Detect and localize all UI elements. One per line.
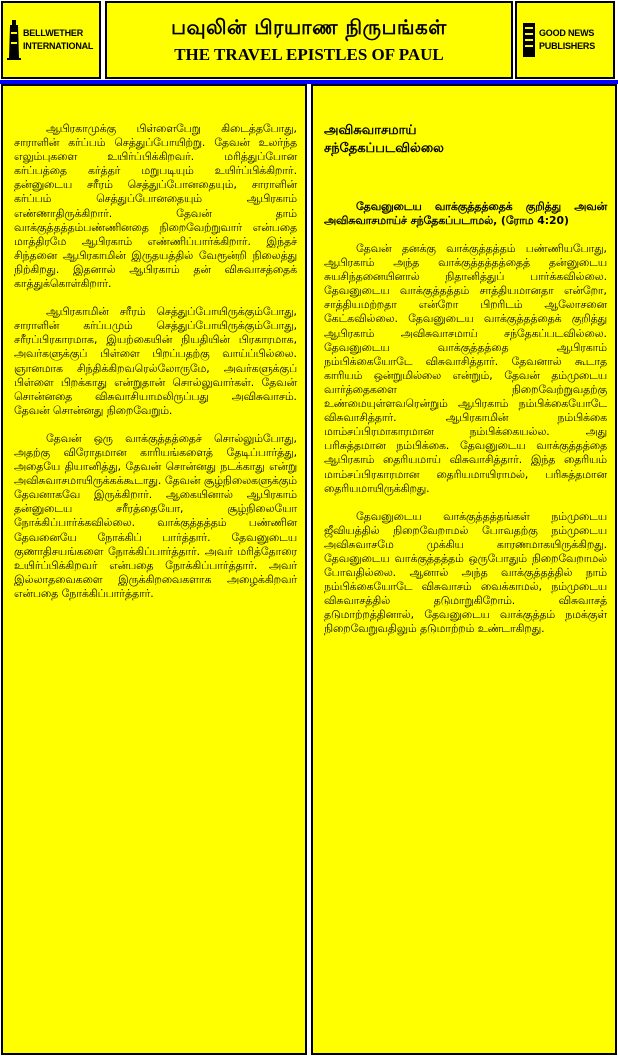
- title-tamil: பவுலின் பிரயாண நிருபங்கள்: [171, 15, 447, 39]
- left-paragraph-2: ஆபிரகாமின் சரீரம் செத்துப்போயிருக்கும்போது, சாராளின் கர்ப்பமும் செத்துப்போயிருக்கும்போது, சரீரப்பிரகாரமாக, இயற்கையின் நியதியின் பிரகாரமாக, அவர்களுக்குப் பிள்ளை பிறப்பதற்கு வாய்ப்பில்லை. ஞானமாக சிந்திக்கிறவரெல்லோருமே, அவர்களுக்குப் பிள்ளை பிறக்காது என்றுதான் சொல்லுவார்கள். தேவன் சொன்னதை விசுவாசியாமலிருப்பது அவிசுவாசம். தேவன் சொன்னது நிறைவேறும்.: [14, 305, 297, 417]
- right-column: [311, 84, 617, 1055]
- lighthouse-icon: [7, 20, 21, 60]
- title-box: [105, 1, 513, 79]
- left-paragraph-3: தேவன் ஒரு வாக்குத்தத்தைச் சொல்லும்போது, அதற்கு விரோதமான காரியங்களைத் தேடிப்பார்த்து, அதையே தியானித்து, தேவன் சொன்னது நடக்காது என்று அவிசுவாசமாயிருக்கக்கூடாது. தேவன் சூழ்நிலைகளுக்கும் தேவனாகவே இருக்கிறார். ஆகையினால் ஆபிரகாம் தன்னுடைய சரீரத்தையோ, சூழ்நிலையோ நோக்கிப்பார்க்கவில்லை. வாக்குத்தத்தம் பண்ணின தேவனையே நோக்கிப் பார்த்தார். தேவனுடைய குணாதிசயங்களை நோக்கிப்பார்த்தார். அவர் மரித்தோரை உயிர்ப்பிக்கிறவர் என்பதை நோக்கிப்பார்த்தார். அவர் இல்லாதவைகளை இருக்கிறவைகளாக அழைக்கிறவர் என்பதை நோக்கிப்பார்த்தார்.: [14, 431, 297, 600]
- left-column: [1, 84, 307, 1055]
- section-heading: அவிசுவாசமாய் சந்தேகப்படவில்லை: [324, 123, 444, 156]
- logo-left-line1: BELLWETHER: [23, 28, 83, 38]
- right-paragraph-2: தேவனுடைய வாக்குத்தத்தங்கள் நம்முடைய ஜீவியத்தில் நிறைவேறாமல் போவதற்கு நம்முடைய அவிசுவாசமே முக்கிய காரணமாகயிருக்கிறது. தேவனுடைய வாக்குத்தத்தம் ஒருபோதும் நிறைவேறாமல் போவதில்லை. ஆனால் அந்த வாக்குத்தத்தில் நாம் நம்பிக்கையோடே விசுவாசம் வைக்காமல், நம்முடைய விசுவாசத்தில் தடுமாறுகிறோம். விசுவாசத் தடுமாற்றத்தினால், தேவனுடைய வாக்குத்தம் நமக்குள் நிறைவேறுவதிலும் தடுமாற்றம் உண்டாகிறது.: [324, 509, 607, 636]
- book-icon: [521, 21, 537, 59]
- title-english: THE TRAVEL EPISTLES OF PAUL: [174, 45, 444, 64]
- bellwether-logo: [1, 1, 101, 79]
- logo-left-line2: INTERNATIONAL: [23, 41, 94, 51]
- header: [0, 0, 618, 80]
- right-paragraph-1: தேவன் தனக்கு வாக்குத்தத்தம் பண்ணியபோது, ஆபிரகாம் அந்த வாக்குத்தத்தத்தைத் தன்னுடைய சுயசிந்தனையினால் நிதானித்துப் பார்க்கவில்லை. தேவனுடைய வாக்குத்தத்தம் சாத்தியமானதா என்றோ, சாத்தியமற்றதா என்றோ பிறரிடம் ஆலோசனை கேட்கவில்லை. தேவனுடைய வாக்குத்தத்தைக் குறித்து ஆபிரகாம் அவிசுவாசமாய் சந்தேகப்படவில்லை. தேவனுடைய வாக்குத்தத்தை ஆபிரகாம் நம்பிக்கையோடே விசுவாசித்தார். தேவனால் கூடாத காரியம் ஒன்றுமில்லை என்றும், தேவன் தம்முடைய வார்த்தைகளை நிறைவேற்றுவதற்கு உண்மையுள்ளவரென்றும் ஆபிரகாம் நம்பிக்கையோடே விசுவாசித்தார். ஆபிரகாமின் நம்பிக்கை மாம்சப்பிரமாகாரமான நம்பிக்கையல்ல. அது பரிசுத்தமான நம்பிக்கை. தேவனுடைய வாக்குத்தத்தை ஆபிரகாம் தைரியமாய் விசுவாசித்தார். இந்த தைரியம் மாம்சப்பிரகாரமான தைரியமாயிராமல், பரிசுத்தமான தைரியமாயிருக்கிறது.: [324, 242, 607, 495]
- good-news-logo: [515, 1, 615, 79]
- left-paragraph-1: ஆபிரகாமுக்கு பிள்ளைபேறு கிடைத்தபோது, சாராளின் கர்ப்பம் செத்துப்போயிற்று. தேவன் உலர்ந்த எலும்புகளை உயிர்ப்பிக்கிறவர். மரித்துப்போன கர்ப்பத்தை கர்த்தர் மறுபடியும் உயிர்ப்பிக்கிறார். தன்னுடைய சரீரம் செத்துப்போனதையும், சாராளின் கர்ப்பம் செத்துப்போனதையும் ஆபிரகாம் எண்ணாதிருக்கிறார். தேவன் தாம் வாக்குத்தத்தம்பண்ணினதை நிறைவேற்றுவார் என்பதை மாத்திரமே ஆபிரகாம் எண்ணிப்பார்க்கிறார். இந்தச் சிந்தனை ஆபிரகாமின் இருதயத்தில் வேரூன்றி நிலைத்து நிற்கிறது. இதனால் ஆபிரகாம் தன் விசுவாசத்தைக் காத்துக்கொள்கிறார்.: [14, 122, 297, 291]
- logo-right-line2: PUBLISHERS: [539, 41, 596, 51]
- logo-right-line1: GOOD NEWS: [539, 28, 595, 38]
- verse-quote: தேவனுடைய வாக்குத்தத்தைக் குறித்து அவன் அவிசுவாசமாய்ச் சந்தேகப்படாமல், (ரோம 4:20): [324, 200, 607, 227]
